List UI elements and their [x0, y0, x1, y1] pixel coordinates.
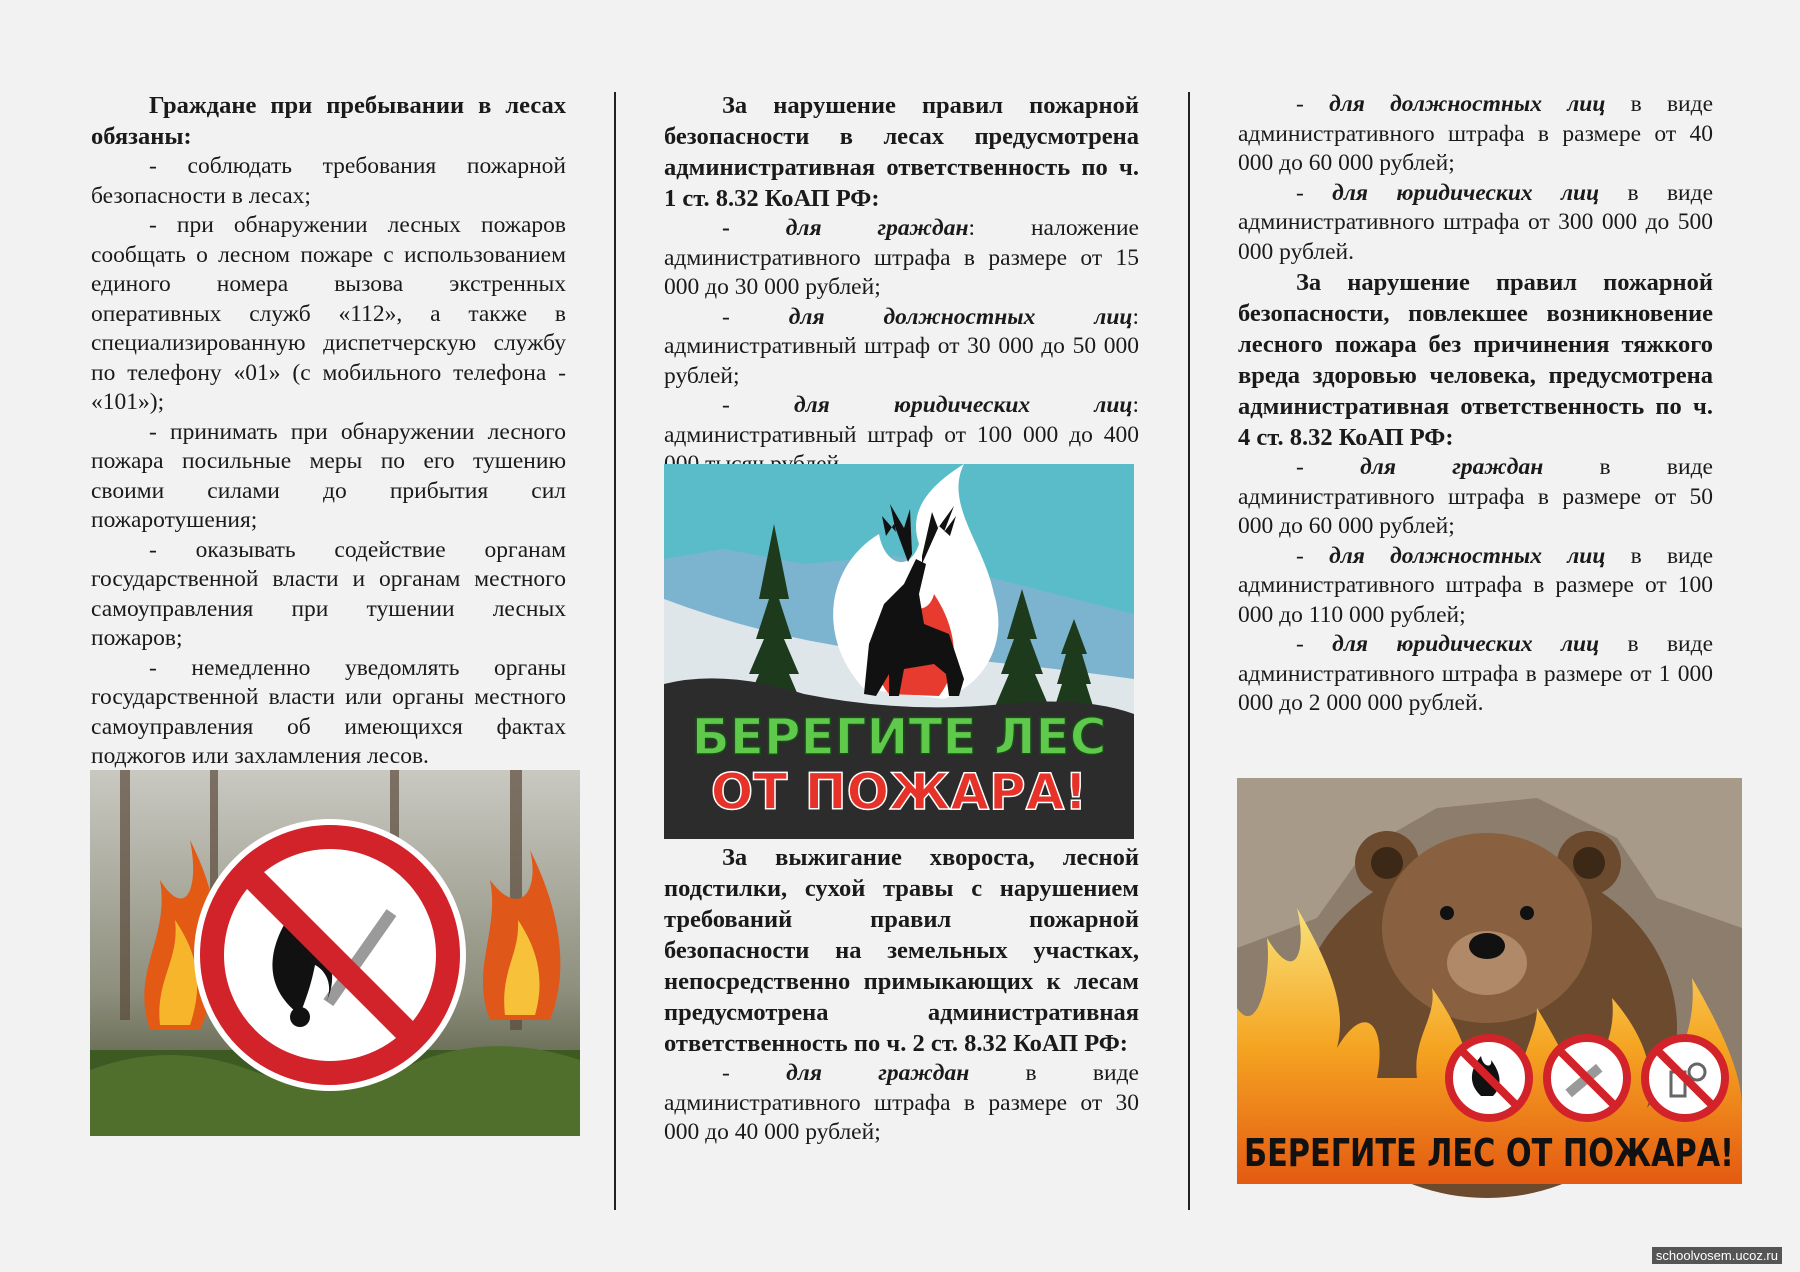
- duty-item: - оказывать содействие органам государственной власти и органам местного самоуправления при тушении лесных пожаров;: [91, 536, 566, 651]
- fine-who: для юридических лиц: [1332, 179, 1600, 206]
- no-fire-forest-photo: [90, 770, 580, 1136]
- duty-item: - немедленно уведомлять органы государственной власти или органы местного самоуправления об имеющихся фактах поджогов или захламления лесов.: [91, 654, 566, 769]
- fine-officials: - для должностных лиц: административный штраф от 30 000 до 50 000 рублей;: [664, 303, 1140, 389]
- fine-who: для граждан: [786, 1060, 970, 1086]
- column-fines-part2: [664, 842, 1139, 1148]
- column-fines-part3: [1238, 90, 1713, 719]
- fine-who: для должностных лиц: [788, 303, 1133, 330]
- watermark-site: schoolvosem.ucoz.ru: [1652, 1247, 1782, 1264]
- column-divider: [614, 92, 616, 1210]
- fine-who: для юридических лиц: [793, 392, 1133, 418]
- no-fire-sign-icon: [194, 819, 466, 1091]
- fine-who: для юридических лиц: [1332, 631, 1600, 657]
- duty-item: - принимать при обнаружении лесного пожара посильные меры по его тушению своими силами до прибытия сил пожаротушения;: [91, 418, 566, 533]
- column-fines-part1: [664, 90, 1139, 480]
- fines-heading-part4: За нарушение правил пожарной безопасности, повлекшее возникновение лесного пожара без причинения тяжкого вреда здоровью человека, предусмотрена административная ответственность по ч. 4 ст. 8.32 КоАП РФ:: [1238, 269, 1713, 451]
- fine-legal-entities: - для юридических лиц в виде административного штрафа в размере от 1 000 000 до 2 000 000 рублей.: [1238, 631, 1714, 716]
- poster-title-line1: БЕРЕГИТЕ ЛЕС: [691, 708, 1107, 766]
- fines-heading-part2: За выжигание хвороста, лесной подстилки, сухой травы с нарушением требований правил пожарной безопасности на земельных участках, непосредственно примыкающих к лесам предусмотрена административная ответственность по ч. 2 ст. 8.32 КоАП РФ:: [664, 844, 1139, 1057]
- protect-forest-poster: [664, 464, 1134, 839]
- fine-citizens: - для граждан в виде административного штрафа в размере от 30 000 до 40 000 рублей;: [664, 1060, 1139, 1145]
- fines-heading-part1: За нарушение правил пожарной безопасности в лесах предусмотрена административная ответственность по ч. 1 ст. 8.32 КоАП РФ:: [664, 92, 1139, 212]
- duties-heading: Граждане при пребывании в лесах обязаны:: [91, 92, 566, 150]
- no-lighter-sign-icon: [1645, 1038, 1725, 1118]
- fine-who: для должностных лиц: [1329, 91, 1606, 117]
- fine-citizens: - для граждан в виде административного штрафа в размере от 50 000 до 60 000 рублей;: [1238, 454, 1713, 539]
- no-fire-sign-icon: [1449, 1038, 1529, 1118]
- bear-fire-poster: [1237, 778, 1742, 1184]
- fine-who: для граждан: [785, 215, 969, 241]
- fine-legal-entities: - для юридических лиц: административный штраф от 100 000 до 400: [664, 392, 1140, 448]
- column-divider: [1188, 92, 1190, 1210]
- fine-citizens: - для граждан: наложение административного штрафа в размере от 15 000 до 30 000 рублей;: [664, 215, 1139, 300]
- fine-officials: - для должностных лиц в виде административного штрафа в размере от 100 000 до 110 000 рублей;: [1238, 542, 1714, 628]
- fine-who: для должностных лиц: [1329, 542, 1606, 569]
- fine-who: для граждан: [1360, 454, 1544, 480]
- bear-poster-title: БЕРЕГИТЕ ЛЕС ОТ ПОЖАРА!: [1244, 1131, 1734, 1175]
- duty-item: - соблюдать требования пожарной безопасности в лесах;: [91, 153, 566, 209]
- fine-legal-entities: - для юридических лиц в виде административного штрафа от 300 000 до 500 000 рублей.: [1238, 179, 1714, 265]
- column-citizen-duties: [91, 90, 566, 772]
- poster-title-line2: ОТ ПОЖАРА!: [710, 763, 1088, 821]
- fine-officials: - для должностных лиц в виде административного штрафа в размере от 40 000 до 60 000 рублей;: [1238, 91, 1714, 176]
- duty-item: - при обнаружении лесных пожаров сообщать о лесном пожаре с использованием единого номера вызова экстренных оперативных служб «112», а также в специализированную диспетчерскую службу по телефону «01» (с мобильного телефона - «101»);: [91, 212, 566, 415]
- no-smoking-sign-icon: [1547, 1038, 1627, 1118]
